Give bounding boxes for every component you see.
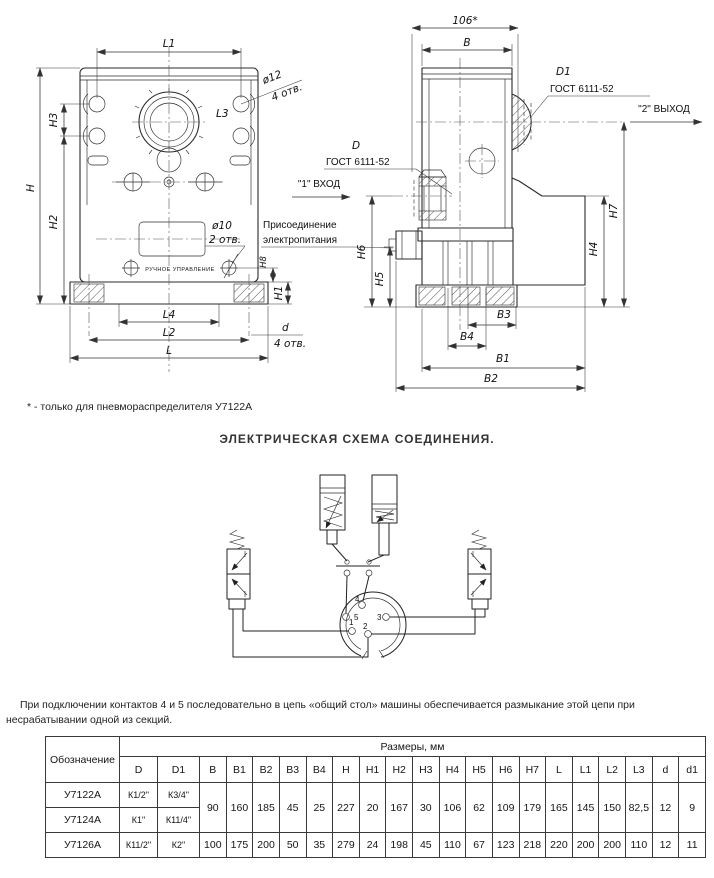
col-header-B2: B2 <box>253 757 280 783</box>
value-H3: 45 <box>413 833 440 858</box>
value-H6: 109 <box>492 783 519 833</box>
value-H4: 106 <box>439 783 466 833</box>
pin-label-1: 1 <box>349 618 354 627</box>
pin-label-2: 2 <box>363 622 368 631</box>
dim-B2: B2 <box>484 373 498 385</box>
wiring <box>233 609 485 657</box>
callout-gost-2: ГОСТ 6111-52 <box>326 157 390 168</box>
front-view-dimensions <box>25 38 306 363</box>
value-d: 12 <box>652 783 679 833</box>
table-corner-header: Обозначение <box>46 737 120 783</box>
value-D: К1/2" <box>120 783 158 808</box>
value-d1: 11 <box>679 833 706 858</box>
value-L2: 150 <box>599 783 626 833</box>
dim-L4: L4 <box>162 309 176 321</box>
col-header-B: B <box>200 757 227 783</box>
col-header-L2: L2 <box>599 757 626 783</box>
value-d1: 9 <box>679 783 706 833</box>
value-B1: 160 <box>226 783 253 833</box>
dim-H7: H7 <box>608 203 620 219</box>
value-B3: 45 <box>279 783 306 833</box>
value-H: 279 <box>333 833 360 858</box>
value-H5: 67 <box>466 833 493 858</box>
value-D1: К11/4" <box>158 808 200 833</box>
power-callout-line1: Присоединение <box>263 220 337 231</box>
dim-L3: L3 <box>216 108 229 120</box>
col-header-B4: B4 <box>306 757 333 783</box>
value-H5: 62 <box>466 783 493 833</box>
col-header-L: L <box>546 757 573 783</box>
value-L1: 200 <box>572 833 599 858</box>
dim-L: L <box>166 345 172 357</box>
dim-B4: B4 <box>460 331 474 343</box>
value-B1: 175 <box>226 833 253 858</box>
dimensional-drawing <box>0 0 714 398</box>
col-header-L1: L1 <box>572 757 599 783</box>
value-L: 220 <box>546 833 573 858</box>
dim-B1: B1 <box>496 353 510 365</box>
dim-H: H <box>25 184 37 192</box>
value-L: 165 <box>546 783 573 833</box>
value-B3: 50 <box>279 833 306 858</box>
pin-3 <box>383 614 390 621</box>
value-d: 12 <box>652 833 679 858</box>
col-header-H4: H4 <box>439 757 466 783</box>
mount-hole-icon <box>89 128 105 144</box>
value-B4: 35 <box>306 833 333 858</box>
value-H4: 110 <box>439 833 466 858</box>
model-name: У7122А <box>46 783 120 808</box>
dim-H4: H4 <box>588 241 600 257</box>
value-D: К1" <box>120 808 158 833</box>
col-header-H3: H3 <box>413 757 440 783</box>
callout-phi10: ø10 <box>212 220 232 232</box>
value-H3: 30 <box>413 783 440 833</box>
callout-D: D <box>352 140 361 152</box>
value-H2: 167 <box>386 783 413 833</box>
value-L3: 82,5 <box>626 783 653 833</box>
value-B4: 25 <box>306 783 333 833</box>
pin-4 <box>359 602 366 609</box>
value-H1: 24 <box>359 833 386 858</box>
table-row <box>46 783 706 808</box>
dim-L1: L1 <box>162 38 176 50</box>
dim-B3: B3 <box>497 309 511 321</box>
wiring-schematic <box>0 452 714 696</box>
dim-106: 106* <box>452 15 478 27</box>
value-L2: 200 <box>599 833 626 858</box>
inlet-label: "1" ВХОД <box>297 179 341 190</box>
col-header-H6: H6 <box>492 757 519 783</box>
col-header-B3: B3 <box>279 757 306 783</box>
side-view-dimensions <box>261 15 702 392</box>
dim-H8: H8 <box>259 256 269 268</box>
col-header-L3: L3 <box>626 757 653 783</box>
electrical-connector <box>389 231 422 259</box>
dim-H3: H3 <box>48 112 60 128</box>
value-L1: 145 <box>572 783 599 833</box>
value-B: 100 <box>200 833 227 858</box>
power-callout-line2: электропитания <box>263 235 338 246</box>
value-L3: 110 <box>626 833 653 858</box>
footnote: * - только для пневмораспределителя У7122А <box>27 401 253 413</box>
callout-D1: D1 <box>556 66 571 78</box>
callout-phi12-holes: 4 отв. <box>269 81 305 104</box>
solenoid-coil-right <box>368 475 397 562</box>
dim-H6: H6 <box>356 244 368 260</box>
value-D1: К3/4" <box>158 783 200 808</box>
manual-control-label: РУЧНОЕ УПРАВЛЕНИЕ <box>145 267 215 273</box>
col-header-H2: H2 <box>386 757 413 783</box>
value-D1: К2" <box>158 833 200 858</box>
paragraph-text: При подключении контактов 4 и 5 последовательно в цепь «общий стол» машины обеспечивается размыкание этой цепи при несрабатывании одной из секций. <box>6 699 635 726</box>
col-header-H: H <box>333 757 360 783</box>
model-name: У7124А <box>46 808 120 833</box>
solenoid-coil-left <box>320 475 347 561</box>
model-name: У7126А <box>46 833 120 858</box>
value-H7: 179 <box>519 783 546 833</box>
mount-hole-icon <box>233 128 249 144</box>
dim-H1: H1 <box>273 285 285 301</box>
col-header-D1: D1 <box>158 757 200 783</box>
col-header-B1: B1 <box>226 757 253 783</box>
col-header-D: D <box>120 757 158 783</box>
callout-d: d <box>282 322 289 334</box>
pin-label-3: 3 <box>377 613 382 622</box>
col-header-H5: H5 <box>466 757 493 783</box>
col-header-d: d <box>652 757 679 783</box>
callout-d-holes: 4 отв. <box>273 338 307 350</box>
connector-plug <box>340 592 406 661</box>
col-header-H7: H7 <box>519 757 546 783</box>
col-header-d1: d1 <box>679 757 706 783</box>
value-H6: 123 <box>492 833 519 858</box>
col-header-H1: H1 <box>359 757 386 783</box>
valve-section-left <box>227 530 250 609</box>
value-D: К11/2" <box>120 833 158 858</box>
schematic-title: ЭЛЕКТРИЧЕСКАЯ СХЕМА СОЕДИНЕНИЯ. <box>219 432 495 446</box>
pin-1 <box>349 628 356 635</box>
value-H7: 218 <box>519 833 546 858</box>
pin-label-5: 5 <box>354 613 359 622</box>
value-H1: 20 <box>359 783 386 833</box>
value-B: 90 <box>200 783 227 833</box>
outlet-label: "2" ВЫХОД <box>638 104 690 115</box>
value-B2: 200 <box>253 833 280 858</box>
callout-gost-1: ГОСТ 6111-52 <box>550 84 614 95</box>
table-row <box>46 833 706 858</box>
callout-phi12: ø12 <box>260 68 284 87</box>
callout-phi10-holes: 2 отв. <box>208 234 242 246</box>
value-H2: 198 <box>386 833 413 858</box>
table-sizes-header: Размеры, мм <box>120 737 706 757</box>
dim-B: B <box>463 37 471 49</box>
dim-H5: H5 <box>374 271 386 287</box>
front-view <box>25 38 306 372</box>
value-H: 227 <box>333 783 360 833</box>
pin-label-4: 4 <box>355 595 360 604</box>
body-paragraph <box>6 698 706 728</box>
value-B2: 185 <box>253 783 280 833</box>
mount-hole-icon <box>89 96 105 112</box>
valve-section-right <box>468 530 491 609</box>
dim-H2: H2 <box>48 214 60 230</box>
dim-L2: L2 <box>162 327 176 339</box>
dimensions-table <box>45 736 706 858</box>
pin-2 <box>365 631 372 638</box>
terminal-block <box>336 560 380 613</box>
side-view <box>261 15 702 392</box>
